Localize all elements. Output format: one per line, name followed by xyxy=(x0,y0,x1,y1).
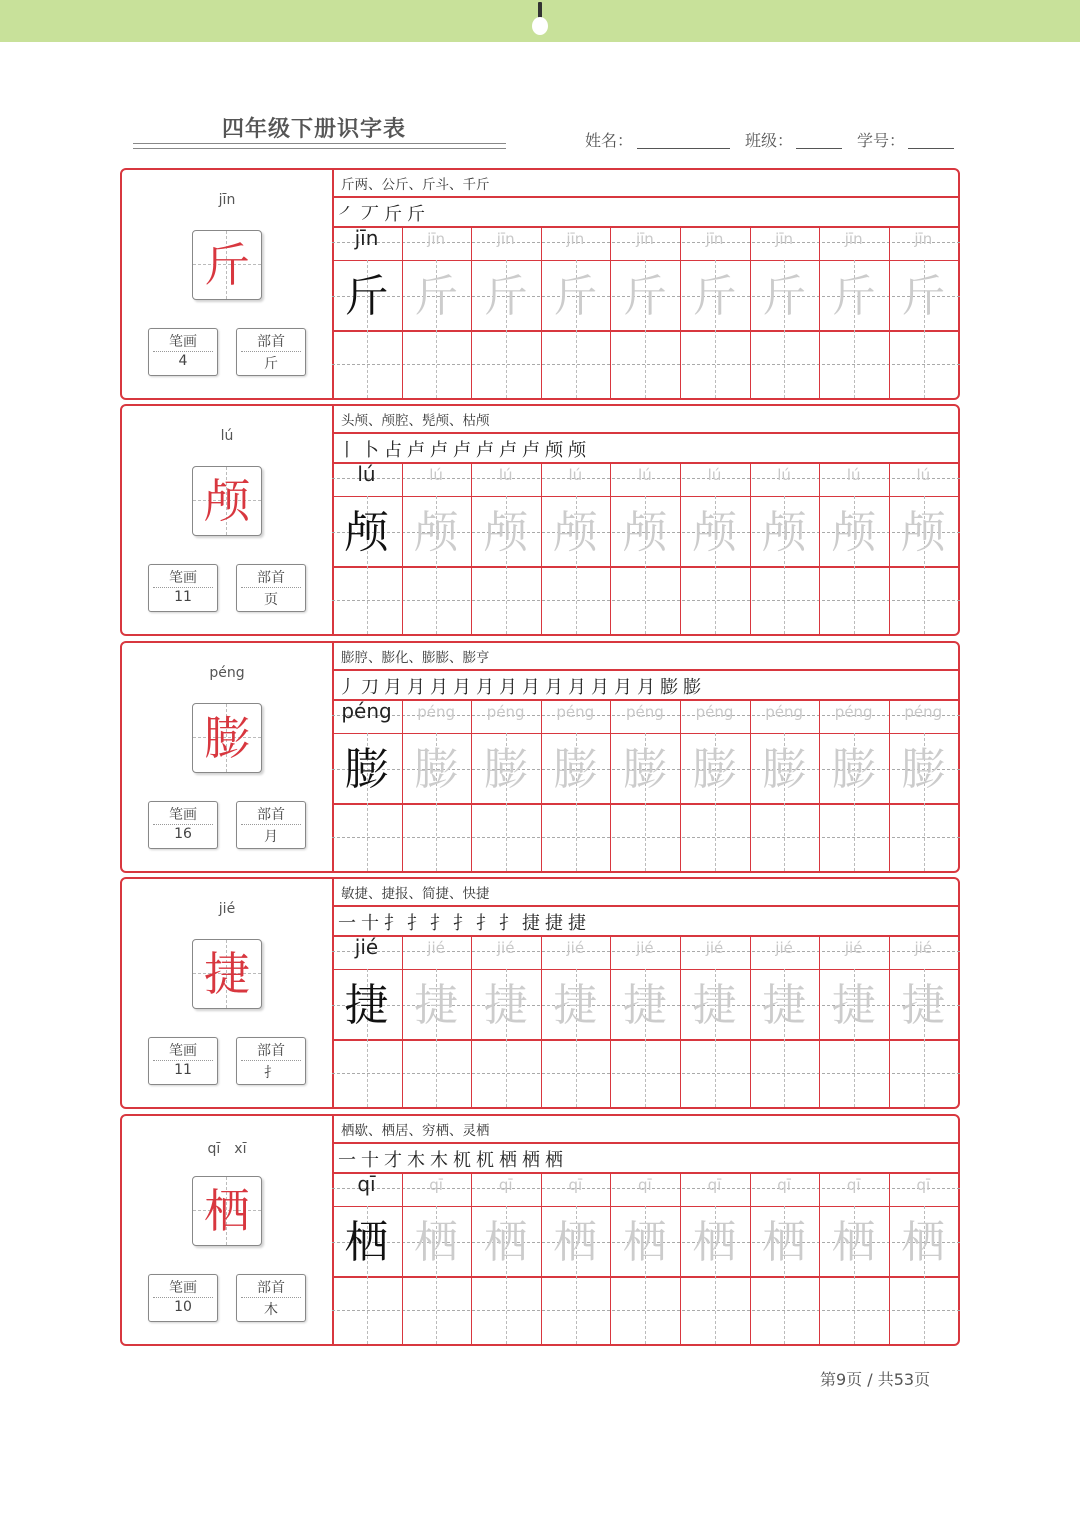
character-info-panel xyxy=(122,643,334,871)
lightbulb-icon xyxy=(532,2,548,38)
character-trace: 颅 xyxy=(414,507,459,558)
pinyin-trace: jīn xyxy=(635,230,654,248)
stroke-count-label: 笔画 xyxy=(169,570,197,586)
row-divider xyxy=(332,196,960,198)
stroke-order: 丨卜占卢卢卢卢卢卢颅颅 xyxy=(338,440,591,461)
pinyin-trace: jīn xyxy=(496,230,515,248)
pinyin-trace: lú xyxy=(846,466,861,484)
character-trace: 颅 xyxy=(901,507,946,558)
character-info-panel xyxy=(122,170,334,398)
stroke-count-label: 笔画 xyxy=(169,1280,197,1296)
character-trace: 捷 xyxy=(414,980,459,1031)
character-trace: 斤 xyxy=(831,271,876,322)
character-trace: 膨 xyxy=(414,744,459,795)
radical-box xyxy=(236,564,306,612)
radical-label: 部首 xyxy=(257,1280,285,1296)
pinyin-trace: jīn xyxy=(427,230,446,248)
pinyin-trace: jié xyxy=(705,939,724,957)
character-trace: 斤 xyxy=(553,271,598,322)
pinyin-trace: jié xyxy=(844,939,863,957)
pinyin-trace: qī xyxy=(568,1176,583,1194)
radical-label: 部首 xyxy=(257,570,285,586)
character-trace: 斤 xyxy=(483,271,528,322)
character-trace: 膨 xyxy=(762,744,807,795)
character-block xyxy=(120,168,960,400)
stroke-count-box xyxy=(148,564,218,612)
character-trace: 膨 xyxy=(483,744,528,795)
character-pinyin: péng xyxy=(209,665,245,681)
pinyin-trace: jié xyxy=(775,939,793,957)
row-divider xyxy=(332,699,960,701)
stroke-count-label: 笔画 xyxy=(169,334,197,350)
character-pinyin: lú xyxy=(220,428,234,444)
page-title: 四年级下册识字表 xyxy=(222,117,407,142)
character-trace: 栖 xyxy=(831,1217,876,1268)
stroke-count-box xyxy=(148,801,218,849)
stroke-count-value: 11 xyxy=(174,1062,192,1078)
character-trace: 捷 xyxy=(901,980,946,1031)
pinyin-trace: qī xyxy=(429,1176,443,1194)
stroke-count-label: 笔画 xyxy=(169,807,197,823)
radical-label: 部首 xyxy=(257,334,285,350)
stroke-order: 一十才木木杌杌栖栖栖 xyxy=(338,1150,568,1171)
pinyin-trace: jīn xyxy=(566,230,585,248)
radical-box xyxy=(236,1274,306,1322)
pinyin-model: qī xyxy=(357,1172,376,1196)
stroke-count-value: 11 xyxy=(174,589,192,605)
word-examples: 头颅、颅腔、髡颅、枯颅 xyxy=(341,413,490,429)
radical-label: 部首 xyxy=(257,1043,285,1059)
pinyin-trace: qī xyxy=(916,1176,931,1194)
pinyin-trace: jīn xyxy=(914,230,933,248)
class-field[interactable] xyxy=(796,148,842,149)
character-model: 颅 xyxy=(344,507,389,558)
word-examples: 敏捷、捷报、简捷、快捷 xyxy=(341,886,490,902)
character-trace: 颅 xyxy=(483,507,528,558)
character-glyph: 膨 xyxy=(204,711,250,765)
stroke-count-box xyxy=(148,328,218,376)
pinyin-trace: péng xyxy=(765,703,803,721)
radical-box xyxy=(236,1037,306,1085)
character-block xyxy=(120,877,960,1109)
pinyin-trace: jié xyxy=(496,939,515,957)
word-examples: 膨脝、膨化、膨膨、膨亨 xyxy=(341,650,490,666)
character-trace: 捷 xyxy=(483,980,528,1031)
row-divider xyxy=(332,1142,960,1144)
pinyin-trace: lú xyxy=(498,466,513,484)
character-info-panel xyxy=(122,1116,334,1344)
pinyin-trace: jīn xyxy=(775,230,794,248)
name-field[interactable] xyxy=(637,148,730,149)
row-divider xyxy=(332,935,960,937)
radical-value: 扌 xyxy=(264,1065,278,1081)
row-divider xyxy=(332,1172,960,1174)
pinyin-trace: lú xyxy=(707,466,722,484)
stroke-order: ㇒丆斤斤 xyxy=(338,204,430,225)
character-model: 栖 xyxy=(344,1217,389,1268)
row-divider xyxy=(332,226,960,228)
character-trace: 斤 xyxy=(901,271,946,322)
pinyin-trace: lú xyxy=(429,466,443,484)
pinyin-trace: péng xyxy=(486,703,525,721)
character-trace: 捷 xyxy=(553,980,598,1031)
character-trace: 膨 xyxy=(831,744,876,795)
stroke-order: 丿刀月月月月月月月月月月月月膨膨 xyxy=(338,677,706,698)
pinyin-trace: qī xyxy=(498,1176,513,1194)
character-trace: 捷 xyxy=(762,980,807,1031)
title-underline-2 xyxy=(133,148,506,149)
pinyin-trace: jié xyxy=(914,939,933,957)
row-divider xyxy=(332,669,960,671)
character-trace: 栖 xyxy=(901,1217,946,1268)
pinyin-trace: lú xyxy=(916,466,931,484)
character-trace: 膨 xyxy=(553,744,598,795)
character-display-box xyxy=(192,1176,262,1246)
character-model: 斤 xyxy=(344,271,389,322)
stroke-count-box xyxy=(148,1274,218,1322)
row-divider xyxy=(332,432,960,434)
character-trace: 斤 xyxy=(414,271,459,322)
character-display-box xyxy=(192,466,262,536)
stroke-count-value: 4 xyxy=(178,353,188,369)
pinyin-model: jīn xyxy=(354,226,379,250)
character-trace: 膨 xyxy=(692,744,737,795)
pinyin-trace: qī xyxy=(707,1176,722,1194)
pinyin-trace: lú xyxy=(777,466,791,484)
radical-label: 部首 xyxy=(257,807,285,823)
character-trace: 斤 xyxy=(762,271,807,322)
word-examples: 栖歇、栖居、穷栖、灵栖 xyxy=(341,1123,490,1139)
character-block xyxy=(120,404,960,636)
number-label: 学号： xyxy=(857,131,906,150)
radical-value: 木 xyxy=(264,1302,278,1318)
pinyin-model: jié xyxy=(354,935,379,959)
stroke-count-value: 16 xyxy=(174,826,192,842)
pinyin-trace: péng xyxy=(904,703,943,721)
page-number: 第9页 / 共53页 xyxy=(820,1370,931,1389)
character-trace: 栖 xyxy=(622,1217,667,1268)
pinyin-trace: péng xyxy=(556,703,595,721)
character-glyph: 颅 xyxy=(204,474,250,528)
character-glyph: 栖 xyxy=(204,1184,250,1238)
character-trace: 颅 xyxy=(762,507,807,558)
character-trace: 斤 xyxy=(692,271,737,322)
character-display-box xyxy=(192,939,262,1009)
pinyin-trace: qī xyxy=(777,1176,791,1194)
stroke-count-label: 笔画 xyxy=(169,1043,197,1059)
character-trace: 栖 xyxy=(692,1217,737,1268)
class-label: 班级： xyxy=(745,131,794,150)
character-glyph: 捷 xyxy=(204,947,250,1001)
character-display-box xyxy=(192,230,262,300)
character-trace: 膨 xyxy=(622,744,667,795)
name-label: 姓名： xyxy=(585,131,634,150)
character-block xyxy=(120,1114,960,1346)
pinyin-trace: jié xyxy=(566,939,585,957)
radical-value: 斤 xyxy=(264,356,278,372)
character-model: 捷 xyxy=(344,980,389,1031)
character-trace: 颅 xyxy=(553,507,598,558)
character-trace: 颅 xyxy=(622,507,667,558)
character-trace: 捷 xyxy=(831,980,876,1031)
character-trace: 栖 xyxy=(483,1217,528,1268)
character-trace: 捷 xyxy=(692,980,737,1031)
pinyin-trace: jīn xyxy=(844,230,863,248)
pinyin-trace: jīn xyxy=(705,230,724,248)
stroke-order: 一十扌扌扌扌扌扌捷捷捷 xyxy=(338,913,591,934)
pinyin-trace: péng xyxy=(626,703,664,721)
top-banner xyxy=(0,0,1080,42)
radical-value: 月 xyxy=(264,829,278,845)
pinyin-trace: jié xyxy=(427,939,445,957)
radical-box xyxy=(236,801,306,849)
pinyin-trace: péng xyxy=(695,703,734,721)
character-trace: 栖 xyxy=(414,1217,459,1268)
character-glyph: 斤 xyxy=(204,238,250,292)
pinyin-model: lú xyxy=(357,462,376,486)
character-block xyxy=(120,641,960,873)
character-pinyin: qī xī xyxy=(207,1141,247,1157)
character-info-panel xyxy=(122,406,334,634)
character-trace: 栖 xyxy=(762,1217,807,1268)
character-model: 膨 xyxy=(344,744,389,795)
character-trace: 颅 xyxy=(831,507,876,558)
title-underline xyxy=(133,143,506,144)
character-trace: 斤 xyxy=(622,271,667,322)
character-trace: 颅 xyxy=(692,507,737,558)
radical-box xyxy=(236,328,306,376)
pinyin-trace: péng xyxy=(417,703,455,721)
pinyin-trace: lú xyxy=(568,466,583,484)
stroke-count-box xyxy=(148,1037,218,1085)
row-divider xyxy=(332,462,960,464)
number-field[interactable] xyxy=(908,148,954,149)
pinyin-trace: jié xyxy=(636,939,654,957)
word-examples: 斤两、公斤、斤斗、千斤 xyxy=(341,177,490,193)
row-divider xyxy=(332,905,960,907)
character-display-box xyxy=(192,703,262,773)
pinyin-trace: péng xyxy=(834,703,873,721)
radical-value: 页 xyxy=(264,592,278,608)
pinyin-trace: qī xyxy=(846,1176,861,1194)
character-trace: 膨 xyxy=(901,744,946,795)
pinyin-trace: qī xyxy=(638,1176,652,1194)
pinyin-trace: lú xyxy=(638,466,652,484)
character-pinyin: jīn xyxy=(218,192,236,208)
stroke-count-value: 10 xyxy=(174,1299,192,1315)
character-pinyin: jié xyxy=(218,901,236,917)
pinyin-model: péng xyxy=(341,699,392,723)
character-info-panel xyxy=(122,879,334,1107)
character-trace: 栖 xyxy=(553,1217,598,1268)
character-trace: 捷 xyxy=(622,980,667,1031)
